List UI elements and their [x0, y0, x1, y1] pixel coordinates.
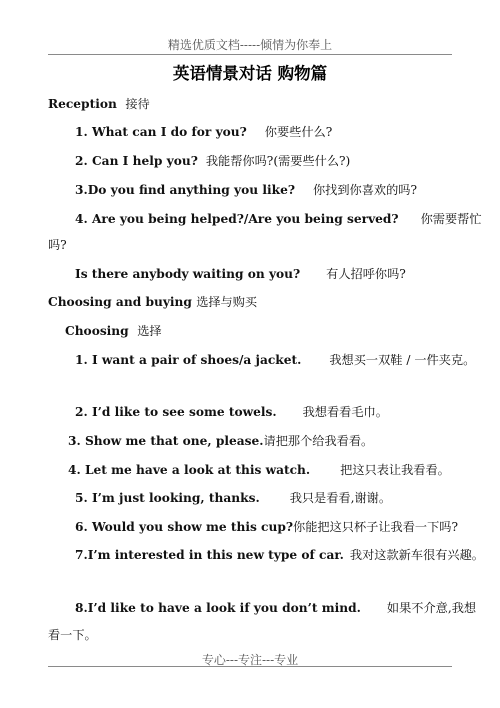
reception-line-5	[75, 265, 406, 282]
choosing-line-6	[75, 518, 458, 535]
choosing-line-2	[75, 403, 388, 420]
line-zh: 我想买一双鞋 / 一件夹克。	[329, 353, 476, 367]
page-footer: 专心---专注---专业	[201, 653, 299, 667]
line-zh-cont: 看一下。	[48, 628, 97, 642]
line-zh: 把这只表让我看看。	[340, 463, 450, 477]
line-zh-cont: 吗?	[48, 238, 67, 252]
line-en: 1. I want a pair of shoes/a jacket.	[75, 353, 302, 367]
choosing-buying-heading	[48, 293, 257, 310]
reception-heading	[48, 95, 150, 112]
line-zh: 请把那个给我看看。	[263, 434, 374, 448]
choosing-line-4	[68, 461, 450, 478]
choosing-buying-heading-zh: 选择与购买	[196, 295, 258, 309]
line-en: 2. I’d like to see some towels.	[75, 405, 277, 419]
choosing-subheading-zh: 选择	[137, 324, 162, 338]
line-en: 4. Let me have a look at this watch.	[68, 463, 311, 477]
choosing-subheading-en: Choosing	[65, 324, 129, 338]
line-en: 1. What can I do for you?	[75, 125, 247, 139]
line-zh: 我能帮你吗?(需要些什么?)	[205, 154, 351, 168]
choosing-line-3	[68, 432, 373, 449]
line-en: 3. Show me that one, please.	[68, 434, 264, 448]
line-en: 5. I’m just looking, thanks.	[75, 491, 260, 505]
choosing-line-7	[75, 546, 484, 563]
reception-line-3	[75, 181, 417, 198]
line-en: 8.I’d like to have a look if you don’t mind.	[75, 601, 361, 615]
line-zh: 有人招呼你吗?	[326, 267, 406, 281]
choosing-line-8-cont	[48, 626, 97, 643]
choosing-buying-heading-en: Choosing and buying	[48, 295, 192, 309]
line-zh: 我想看看毛巾。	[302, 405, 388, 419]
line-en: 4. Are you being helped?/Are you being served?	[75, 212, 399, 226]
reception-line-4	[75, 210, 482, 227]
line-zh: 你要些什么?	[264, 125, 333, 139]
reception-line-1	[75, 123, 332, 140]
reception-line-4-cont	[48, 236, 67, 253]
reception-line-2	[75, 152, 350, 169]
choosing-line-8	[75, 599, 476, 616]
page-title: 英语情景对话 购物篇	[172, 64, 328, 83]
line-en: 7.I’m interested in this new type of car.	[75, 548, 344, 562]
line-zh: 你需要帮忙	[420, 212, 482, 226]
reception-heading-zh: 接待	[125, 97, 150, 111]
header-rule	[48, 54, 452, 55]
line-zh: 我只是看看,谢谢。	[289, 491, 392, 505]
line-en: 3.Do you find anything you like?	[75, 183, 295, 197]
line-zh: 我对这款新车很有兴趣。	[349, 548, 484, 562]
line-en: 6. Would you show me this cup?	[75, 520, 294, 534]
line-zh: 你能把这只杯子让我看一下吗?	[293, 520, 458, 534]
page-header: 精选优质文档-----倾情为你奉上	[167, 38, 333, 52]
line-en: 2. Can I help you?	[75, 154, 198, 168]
footer-rule	[48, 666, 452, 667]
reception-heading-en: Reception	[48, 97, 117, 111]
line-zh: 如果不介意,我想	[386, 601, 477, 615]
choosing-line-1	[75, 351, 475, 368]
line-en: Is there anybody waiting on you?	[75, 267, 301, 281]
choosing-line-5	[75, 489, 391, 506]
choosing-subheading	[65, 322, 162, 339]
line-zh: 你找到你喜欢的吗?	[312, 183, 418, 197]
